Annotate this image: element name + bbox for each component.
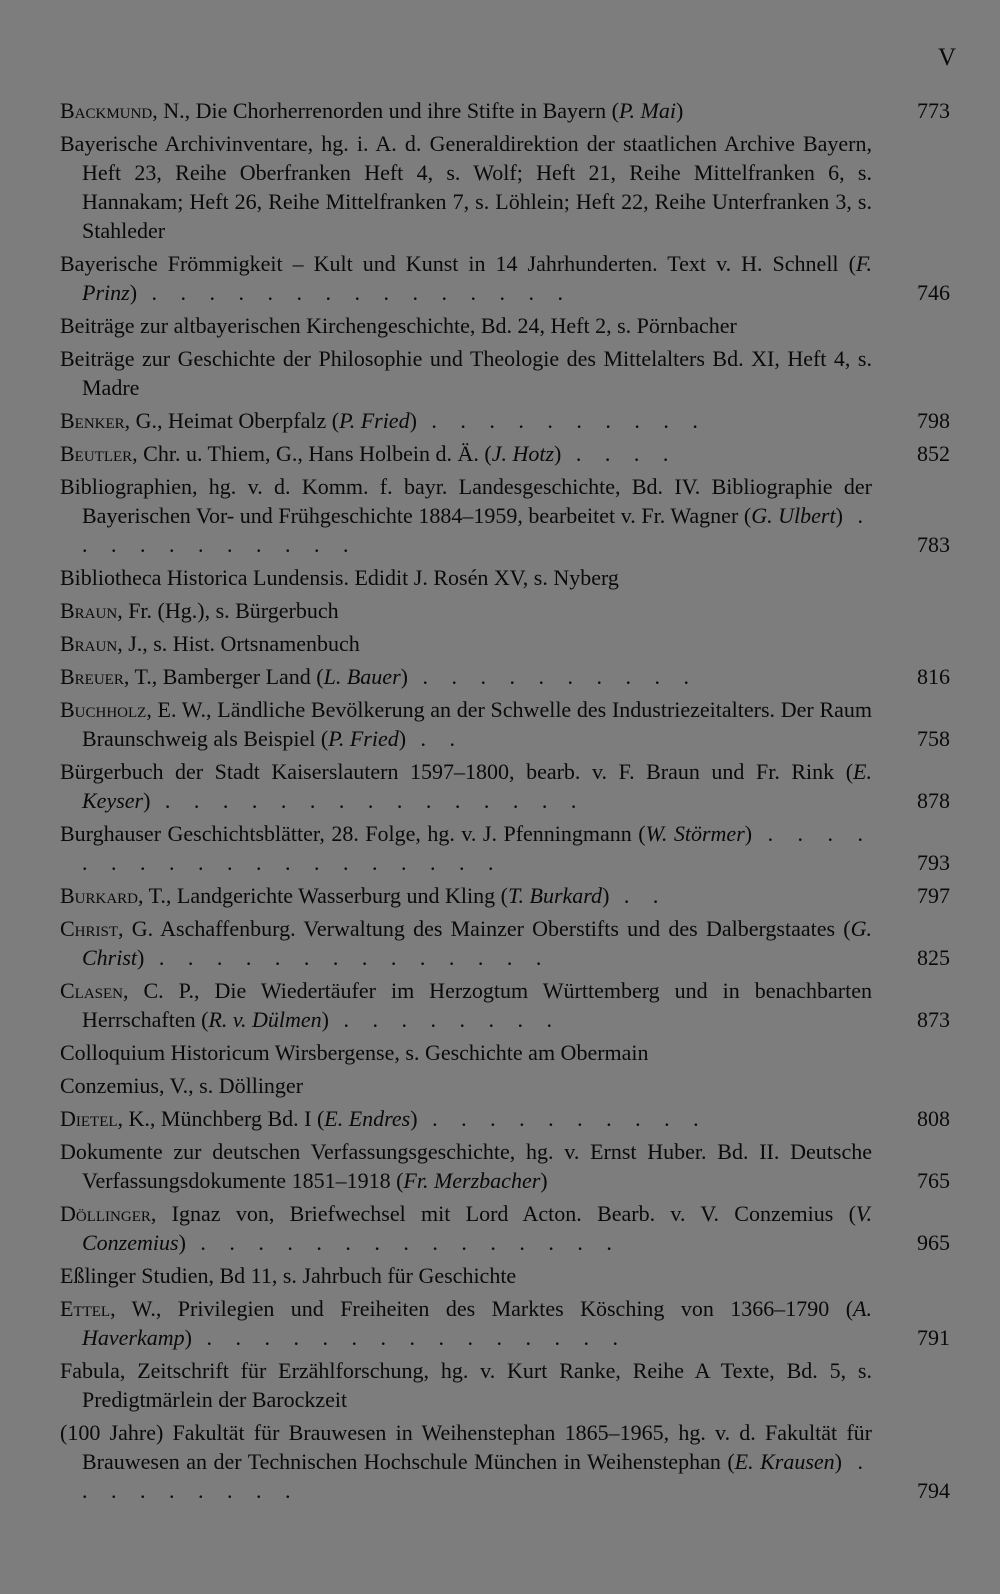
entry-leader: . . . . . . . . . . . [82,503,873,557]
entry-reviewer-open: ( [316,1106,325,1131]
index-entry [60,249,950,307]
entry-text: , J., s. Hist. Ortsnamenbuch [117,631,360,656]
entry-author: Benker [60,408,125,433]
entry-leader: . . [406,726,465,751]
entry-reviewer-open: ( [727,1449,735,1474]
entry-text: , G. Aschaffenburg. Verwaltung des Mainzer Oberstifts und des Dalbergstaates [118,916,844,941]
index-entry [60,757,950,815]
entry-reviewer-close: ) [834,1449,842,1474]
entry-leader: . . . . . . . . . . . . . . [144,945,551,970]
index-entry [60,1071,950,1100]
entry-reviewer: L. Bauer [323,664,401,689]
entry-text: Bayerische Frömmigkeit – Kult und Kunst in 14 Jahrhunderten. Text v. H. Schnell [60,251,849,276]
entry-page: 878 [917,788,950,813]
entry-text: Burghauser Geschichtsblätter, 28. Folge, hg. v. J. Pfenningmann [60,821,639,846]
entry-reviewer-close: ) [398,726,407,751]
entry-reviewer: E. Krausen [734,1449,835,1474]
entry-leader: . . . . . . . . . . . . . . . [191,1325,627,1350]
page-number: V [937,44,956,71]
entry-author: Braun [60,598,118,623]
entry-page: 798 [917,408,950,433]
entry-reviewer-close: ) [178,1230,186,1255]
entry-text: Bayerische Archivinventare, hg. i. A. d. Generaldirektion der staatlichen Archive Bayern, Heft 23, Reihe Oberfranken Heft 4, s. Wolf; Heft 21, Reihe Mittelfranken 6, s. Hannakam; Heft 26, Reihe Mittelfranken 7, s. Löhlein; Heft 22, Reihe Unterfranken 3, s. Stahleder [60,131,872,243]
entry-reviewer-close: ) [676,98,684,123]
entry-text: , T., Landgerichte Wasserburg und Kling [138,883,501,908]
index-entry [60,1356,950,1414]
entry-text: , Chr. u. Thiem, G., Hans Holbein d. Ä. [132,441,485,466]
entry-text: Fabula, Zeitschrift für Erzählforschung, hg. v. Kurt Ranke, Reihe A Texte, Bd. 5, s. Predigtmärlein der Barockzeit [60,1358,872,1412]
index-entry [60,406,950,435]
entry-reviewer: R. v. Dülmen [208,1007,322,1032]
index-entry [60,881,950,910]
entry-reviewer-close: ) [143,788,151,813]
entry-page: 793 [917,850,950,875]
entry-reviewer: G. Ulbert [751,503,836,528]
entry-reviewer-close: ) [129,280,138,305]
entry-page: 791 [917,1325,950,1350]
entry-reviewer-close: ) [184,1325,192,1350]
entry-author: Clasen [60,978,124,1003]
entry-text: Colloquium Historicum Wirsbergense, s. Geschichte am Obermain [60,1040,649,1065]
entry-reviewer: J. Hotz [491,441,555,466]
entry-author: Ettel [60,1296,111,1321]
index-entry [60,439,950,468]
entry-page: 873 [917,1007,950,1032]
index-entry [60,563,950,592]
entry-page: 797 [917,883,950,908]
entry-leader: . . [609,883,668,908]
entry-reviewer-open: ( [845,759,854,784]
index-entry [60,819,950,877]
entry-reviewer-open: ( [331,408,340,433]
entry-reviewer-open: ( [611,98,619,123]
index-entry [60,596,950,625]
index-entry [60,1199,950,1257]
entry-page: 758 [917,726,950,751]
entry-leader: . . . . . . . . . . [416,408,707,433]
entry-reviewer-close: ) [554,441,562,466]
entry-text: , K., Münchberg Bd. I [117,1106,317,1131]
entry-reviewer-open: ( [484,441,492,466]
entry-reviewer: F. Prinz [82,251,872,305]
entry-reviewer: E. Endres [324,1106,411,1131]
entry-text: , N., Die Chorherrenorden und ihre Stifte in Bayern [152,98,612,123]
entry-text: , E. W., Ländliche Bevölkerung an der Schwelle des Industriezeitalters. Der Raum Braunschweig als Beispiel [82,697,872,751]
entry-reviewer-open: ( [843,916,851,941]
entry-leader: . . . . . . . . . . . . . . . . . . . [82,821,873,875]
entry-reviewer-close: ) [835,503,843,528]
entry-reviewer-open: ( [396,1168,404,1193]
entry-page: 808 [917,1106,950,1131]
entry-page: 794 [917,1478,950,1503]
entry-leader: . . . . . . . . . [82,1449,872,1503]
entry-reviewer: V. Conzemius [82,1201,872,1255]
entry-page: 746 [917,280,950,305]
entry-text: Dokumente zur deutschen Verfassungsgeschichte, hg. v. Ernst Huber. Bd. II. Deutsche Verfassungsdokumente 1851–1918 [60,1139,872,1193]
entry-leader: . . . . . . . . . . [407,664,698,689]
entry-leader: . . . . . . . . . . . . . . . [150,788,586,813]
entry-text: , Ignaz von, Briefwechsel mit Lord Acton. Bearb. v. V. Conzemius [150,1201,849,1226]
entry-text: Eßlinger Studien, Bd 11, s. Jahrbuch für Geschichte [60,1263,517,1288]
entry-reviewer-open: ( [500,883,508,908]
entry-reviewer: Fr. Merzbacher [403,1168,541,1193]
entry-reviewer-open: ( [638,821,646,846]
entry-reviewer: G. Christ [82,916,872,970]
entry-reviewer-open: ( [320,726,329,751]
index-entry [60,976,950,1034]
entry-reviewer-close: ) [540,1168,548,1193]
entry-author: Christ [60,916,119,941]
index-entry [60,1294,950,1352]
entry-text: Bibliographien, hg. v. d. Komm. f. bayr. Landesgeschichte, Bd. IV. Bibliographie der Bayerischen Vor- und Frühgeschichte 1884–1959, bearbeitet v. Fr. Wagner [60,474,872,528]
entry-author: Breuer [60,664,124,689]
entry-leader: . . . . . . . . . . [417,1106,708,1131]
entry-page: 765 [917,1168,950,1193]
entry-page: 816 [917,664,950,689]
index-entry [60,96,950,125]
entry-reviewer-open: ( [201,1007,209,1032]
index-entry [60,344,950,402]
index-entry [60,695,950,753]
entry-author: Backmund [60,98,153,123]
entry-reviewer-open: ( [848,251,856,276]
entry-text: , W., Privilegien und Freiheiten des Marktes Kösching von 1366–1790 [110,1296,846,1321]
entry-reviewer: P. Fried [328,726,399,751]
index-entry [60,1038,950,1067]
index-entry [60,1137,950,1195]
entry-author: Braun [60,631,118,656]
index-entry [60,1261,950,1290]
entry-reviewer-close: ) [137,945,145,970]
entry-author: Dietel [60,1106,118,1131]
entry-author: Buchholz [60,697,147,722]
entry-text: , G., Heimat Oberpfalz [124,408,332,433]
entry-reviewer-open: ( [845,1296,854,1321]
entry-page: 825 [917,945,950,970]
entry-reviewer: P. Mai [618,98,676,123]
entry-reviewer-close: ) [744,821,753,846]
entry-reviewer-open: ( [848,1201,856,1226]
entry-page: 852 [917,441,950,466]
entry-reviewer-close: ) [400,664,408,689]
entry-text: Conzemius, V., s. Döllinger [60,1073,304,1098]
index-entry [60,662,950,691]
entry-author: Beutler [60,441,133,466]
entry-text: , C. P., Die Wiedertäufer im Herzogtum Württemberg und in benachbarten Herrschaften [82,978,872,1032]
index-entry [60,129,950,245]
entry-page: 773 [917,98,950,123]
entry-text: Beiträge zur Geschichte der Philosophie und Theologie des Mittelalters Bd. XI, Heft 4, s. Madre [60,346,872,400]
entry-text: , T., Bamberger Land [123,664,317,689]
entry-text: Bibliotheca Historica Lundensis. Edidit J. Rosén XV, s. Nyberg [60,565,619,590]
entry-reviewer: W. Störmer [645,821,745,846]
entry-text: Bürgerbuch der Stadt Kaiserslautern 1597–1800, bearb. v. F. Braun und Fr. Rink [60,759,846,784]
entry-page: 965 [917,1230,950,1255]
entry-leader: . . . . [561,441,678,466]
index-entry [60,472,950,559]
index-list [60,96,950,1509]
entry-reviewer-close: ) [321,1007,329,1032]
entry-author: Döllinger [60,1201,151,1226]
entry-text: (100 Jahre) Fakultät für Brauwesen in Weihenstephan 1865–1965, hg. v. d. Fakultät für Brauwesen an der Technischen Hochschule München in Weihenstephan [60,1420,872,1474]
index-entry [60,629,950,658]
entry-reviewer-open: ( [316,664,324,689]
entry-text: Beiträge zur altbayerischen Kirchengeschichte, Bd. 24, Heft 2, s. Pörnbacher [60,313,737,338]
entry-text: , Fr. (Hg.), s. Bürgerbuch [117,598,339,623]
entry-reviewer: A. Haverkamp [82,1296,872,1350]
index-entry [60,1418,950,1505]
entry-leader: . . . . . . . . . . . . . . . [185,1230,621,1255]
entry-reviewer-close: ) [410,1106,418,1131]
index-entry [60,1104,950,1133]
index-entry [60,311,950,340]
entry-reviewer-close: ) [602,883,610,908]
entry-reviewer-open: ( [743,503,752,528]
entry-reviewer: P. Fried [339,408,410,433]
entry-reviewer: E. Keyser [82,759,872,813]
entry-reviewer-close: ) [409,408,417,433]
entry-author: Burkard [60,883,139,908]
index-entry [60,914,950,972]
entry-reviewer: T. Burkard [507,883,603,908]
entry-leader: . . . . . . . . . . . . . . . [137,280,573,305]
entry-leader: . . . . . . . . [329,1007,561,1032]
entry-page: 783 [917,532,950,557]
